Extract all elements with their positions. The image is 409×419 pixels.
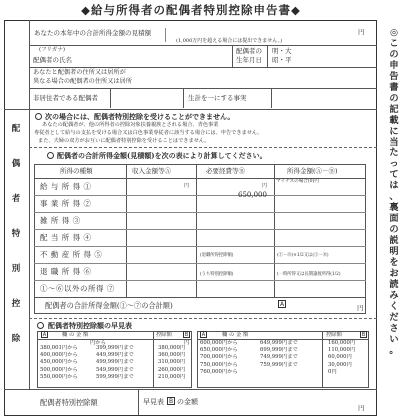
dashed-separator [29,147,377,148]
bullet-icon [37,322,44,329]
calc-col-expense: 必要経費等Ⓑ [206,167,245,175]
quick-left-deduction: 260,000円 [158,366,186,373]
nonresident-label: 非居住者である配偶者 [33,94,98,102]
total-amount-field[interactable] [290,300,354,312]
line [322,331,323,388]
quick-box-a: A [201,332,206,338]
total-yen: 円 [357,304,364,312]
address-note-1: あなたと配偶者の住所又は居所が [33,69,126,76]
quick-right-deduction: 30,000円 [328,361,352,368]
bottom-label: 配偶者特別控除額 [40,398,98,407]
warning-line-3: また、夫婦の双方がお互いに配偶者特別控除を受けることはできません。 [38,138,210,144]
calc-amount-field[interactable] [276,213,364,228]
own-income-label: あなたの本年中の合計所得金額の見積額 [34,29,151,37]
spouse-birth-label-1: 配偶者の [236,47,262,55]
quick-left-top: 円から [90,340,106,346]
quick-left-deduction: 360,000円 [158,352,186,359]
line [29,88,377,89]
minus-note: マイナスの場合(0)円 [276,179,319,184]
quick-box-b: B [184,332,189,338]
calc-income-field[interactable] [128,230,194,245]
line [153,331,154,388]
quick-right-deduction: 110,000円 [328,347,356,354]
quick-h-col: 欄 の 金 額 [222,332,249,338]
quick-right-to: 759,999円まで [260,361,298,368]
quick-left-yen: 円 [184,340,190,346]
own-income-yen: 円 [358,28,365,36]
quick-left-to: 499,999円まで [96,359,134,366]
calc-col-amount: 所得金額(Ⓐ－Ⓑ) [287,167,338,175]
era-option-1[interactable]: 明・大 [272,47,292,55]
calc-expense-field[interactable] [198,281,272,296]
quick-left-to: 599,999円まで [96,373,134,380]
quick-right-deduction: 0円 [328,368,337,375]
spouse-address-field[interactable] [168,69,373,87]
quick-right-from: 600,000円から [200,340,238,346]
own-income-divider [165,28,166,42]
retire-note-1: (退職所得控除額) [200,253,234,258]
warning-line-2: 専従者として給与の支払を受ける場合又は白色事業専従者に該当する場合には、申告できません。 [34,130,263,136]
spouse-name-field[interactable] [80,48,230,68]
calc-income-field[interactable] [128,281,194,296]
quick-left-deduction: 380,000円 [158,345,186,351]
quick-left-from: 550,000円から [40,373,78,380]
calc-row-label: 退 職 所 得 ⑥ [40,267,92,276]
quick-left-to: 449,999円まで [96,352,134,359]
other-note-2: (一時所得又は長期譲渡所得(1/2) [277,272,341,277]
line [274,164,275,297]
deduction-amount-field[interactable] [210,392,350,412]
era-option-2[interactable]: 昭・平 [272,56,292,64]
calc-income-field[interactable] [128,247,194,262]
quick-h-ded: 控除額 [326,332,342,338]
line [196,164,197,297]
calc-expense-field[interactable] [198,230,272,245]
quick-right-from: 750,000円から [200,361,238,368]
calc-row-label: 給 与 所 得 ① [40,182,92,191]
form-title: ◆給与所得者の配偶者特別控除申告書◆ [81,3,301,17]
line [110,88,111,108]
bullet-icon [35,113,42,120]
quick-right-to: 699,999円まで [260,347,298,354]
quick-right-from: 700,000円から [200,354,238,361]
spouse-birth-label-2: 生年月日 [236,56,262,64]
calc-col-income: 収入金額等Ⓐ [132,167,171,175]
line [29,45,377,46]
line [138,389,139,415]
quick-left-to: 549,999円まで [96,366,134,373]
bottom-quick-box: B [168,398,174,405]
line [34,297,366,298]
line [37,339,192,340]
quick-right-deduction: 160,000円 [328,340,356,346]
line [29,67,377,68]
calc-row-label: 事 業 所 得 ② [40,199,92,208]
yen-unit: 円 [184,183,190,189]
calc-row-label: ①～⑥以外の所得 ⑦ [40,284,115,293]
calc-col-type: 所得の種類 [60,167,93,175]
calc-row-label: 不 動 産 所 得 ⑤ [40,250,103,259]
quick-left-deduction: 310,000円 [158,359,186,366]
line [4,109,377,110]
line [267,45,268,67]
bottom-quick-amt: の金額 [177,398,198,406]
calc-income-field[interactable] [128,264,194,279]
yen-unit: 円 [262,183,268,189]
calc-row-label: 配 当 所 得 ④ [40,233,92,242]
line [4,389,377,390]
bottom-yen: 円 [358,404,365,412]
line [232,45,233,67]
line [126,164,127,297]
quick-left-to: 399,999円まで [96,345,134,351]
quick-right-from: 760,000円から [200,368,238,375]
address-note-2: 異なる場合の配偶者の住所又は居所 [33,78,132,85]
retire-note-2: (①－Ⓑ)×1/2又は(①－Ⓑ) [277,253,329,258]
quick-right-to: 749,999円まで [260,354,298,361]
bullet-icon [47,152,54,159]
calc-income-field[interactable] [128,196,194,211]
warning-line-1: あなたの配偶者が、他の所得者の控除対象扶養親族とされる場合、青色事業 [42,122,219,128]
warning-head: 次の場合には、配偶者特別控除を受けることができません。 [45,112,235,121]
calc-amount-field[interactable] [276,196,364,211]
line [183,88,184,108]
quick-right-from: 650,000円から [200,347,238,354]
furigana-label: (フリガナ) [39,47,66,53]
line [271,88,272,108]
quick-right-deduction: 60,000円 [328,354,352,361]
quick-h-ded: 控除額 [156,332,172,338]
calc-head: 配偶者の合計所得金額(見積額)を次の表により計算してください。 [57,151,267,160]
same-livelihood-label: 生計を一にする事実 [188,94,247,102]
line [29,20,30,109]
quick-box-a: A [42,332,47,338]
calc-row-label: 雑 所 得 ③ [40,216,81,225]
calc-amount-field[interactable] [276,281,364,296]
quick-h-col: 欄 の 金 額 [62,332,89,338]
quick-left-from: 450,000円から [40,359,78,366]
calc-total-label: 配偶者の合計所得金額(①～⑦の合計額) [45,301,173,310]
line [29,109,30,389]
quick-left-from: 400,000円から [40,352,78,359]
own-income-note: (1,000万円を超える場合には提出できません。) [176,38,283,44]
calc-amount-field[interactable] [276,230,364,245]
section-vertical-label: 配 偶 者 特 別 控 除 [11,124,21,344]
quick-left-deduction: 210,000円 [158,373,186,380]
quick-box-b: B [361,332,366,338]
calc-income-field[interactable] [128,213,194,228]
total-box-a: A [279,301,285,308]
other-note-1: (うち特別控除額) [200,272,234,277]
salary-expense-value: 650,000 [238,191,267,199]
side-note: ◎ こ の 申 告 書 の 記 載 に 当 た っ て は 、 裏 面 の 説 明 を お 読 み く だ さ い 。 [389,27,399,356]
spouse-name-label: 配偶者の氏名 [33,56,72,64]
quick-left-from: 380,001円から [40,345,78,351]
quick-right-to: 649,999円まで [260,340,298,346]
quick-head: 配偶者特別控除額の早見表 [48,321,132,330]
bottom-quick-ref: 早見表 [143,398,164,406]
dashed-separator [29,318,377,319]
calc-expense-field[interactable] [198,213,272,228]
quick-left-from: 500,000円から [40,366,78,373]
